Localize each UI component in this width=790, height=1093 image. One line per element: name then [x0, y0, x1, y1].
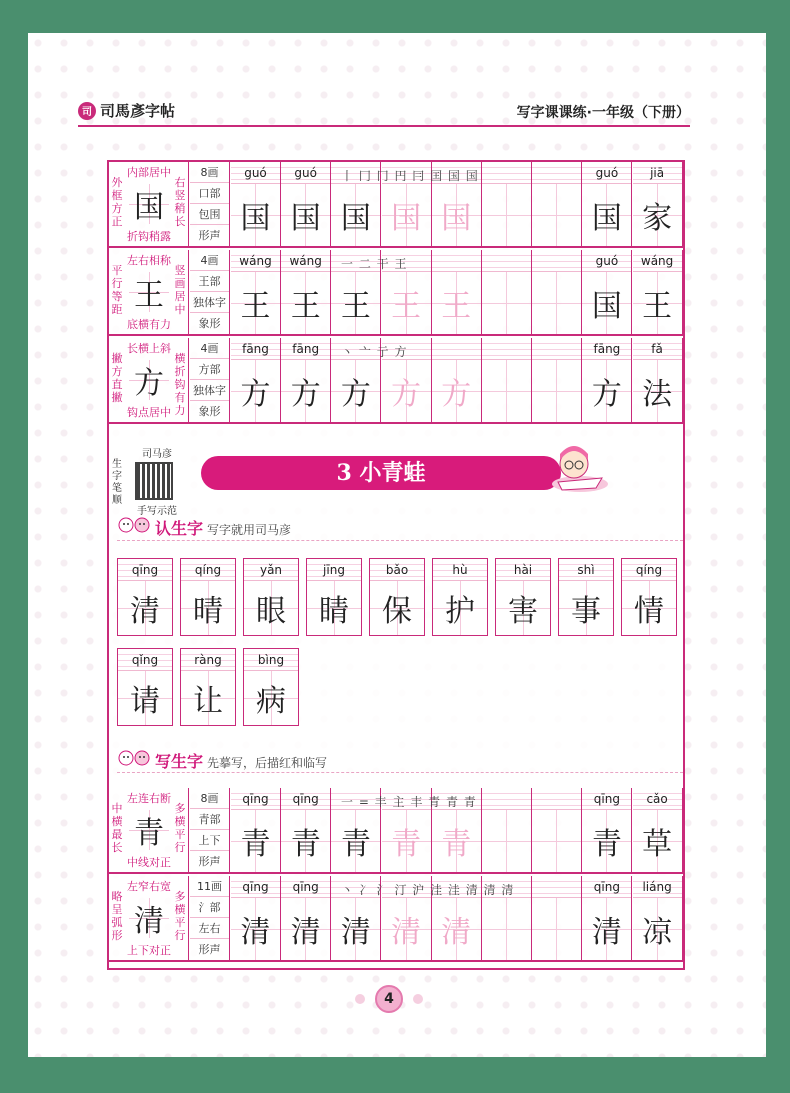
- card-character: 请: [118, 671, 172, 725]
- new-character-card: [117, 648, 173, 726]
- stroke-count: 4画: [190, 338, 229, 359]
- character-square: 清: [231, 898, 280, 960]
- character-type: 象形: [198, 317, 221, 330]
- new-character-card: [180, 648, 236, 726]
- structure: 独体字: [190, 292, 229, 313]
- character-square: 凉: [633, 898, 682, 960]
- page-footer: [355, 985, 423, 1013]
- character-square: 清: [281, 898, 330, 960]
- card-pinyin: jīng: [307, 559, 361, 581]
- writing-cell[interactable]: [582, 338, 632, 422]
- character-square: [482, 360, 531, 422]
- stroke-order: 丨 冂 冂 円 冃 囯 国 国: [341, 169, 479, 183]
- character-square: [532, 360, 581, 422]
- decor-dot: [355, 994, 365, 1004]
- pinyin-guide: fǎ: [633, 338, 682, 360]
- card-character: 晴: [181, 581, 235, 635]
- character-square: 清: [331, 898, 380, 960]
- stroke-count: 11画: [190, 876, 229, 897]
- writing-cell[interactable]: [281, 250, 331, 334]
- writing-cell[interactable]: [532, 250, 582, 334]
- writing-cell[interactable]: [582, 788, 632, 872]
- new-character-card: [495, 558, 551, 636]
- character-square: [532, 272, 581, 334]
- structure: 上下: [190, 830, 229, 851]
- writing-cell[interactable]: [582, 876, 632, 960]
- character-square: 青: [281, 810, 330, 872]
- hint-top: 长横上斜: [127, 342, 171, 355]
- stroke-count: 8画: [190, 788, 229, 809]
- card-pinyin: bìng: [244, 649, 298, 671]
- model-character: 清: [129, 898, 169, 938]
- practice-row: [109, 250, 683, 336]
- pinyin-guide: guó: [281, 162, 330, 184]
- card-pinyin: qīng: [118, 559, 172, 581]
- new-character-card: [621, 558, 677, 636]
- stroke-order: 丶 冫 氵 汀 沪 洼 洼 清 清 清: [341, 883, 515, 897]
- book-title: 写字课课练·一年级（下册）: [516, 105, 690, 121]
- writing-hint: [109, 876, 189, 960]
- character-square: 国: [231, 184, 280, 246]
- writing-cell[interactable]: [633, 338, 683, 422]
- hint-bottom: 上下对正: [127, 944, 171, 957]
- hint-top: 左右相称: [127, 254, 171, 267]
- writing-cell[interactable]: [633, 876, 683, 960]
- character-square: [532, 810, 581, 872]
- pinyin-guide: guó: [582, 250, 631, 272]
- hint-left: 外框方正: [111, 176, 123, 228]
- character-square: [482, 184, 531, 246]
- hint-top: 左连右断: [127, 792, 171, 805]
- character-square: [532, 184, 581, 246]
- character-square: 王: [432, 272, 481, 334]
- hint-bottom: 折钩稍露: [127, 230, 171, 243]
- pinyin-guide: fāng: [582, 338, 631, 360]
- stroke-order: 一 = 丰 主 丰 青 青 青: [341, 795, 477, 809]
- radical: 口部: [190, 183, 229, 204]
- radical: 王部: [190, 271, 229, 292]
- character-square: 方: [281, 360, 330, 422]
- writing-hint: [109, 162, 189, 246]
- pinyin-guide: qīng: [281, 788, 330, 810]
- character-square: 王: [281, 272, 330, 334]
- character-square: 青: [231, 810, 280, 872]
- pinyin-guide: [532, 250, 581, 272]
- pinyin-guide: fāng: [281, 338, 330, 360]
- character-square: 方: [582, 360, 631, 422]
- writing-hint: [109, 338, 189, 422]
- character-square: 国: [432, 184, 481, 246]
- writing-cell[interactable]: [633, 162, 683, 246]
- character-square: 国: [582, 272, 631, 334]
- card-character: 睛: [307, 581, 361, 635]
- character-info: [190, 338, 230, 422]
- pinyin-guide: [532, 162, 581, 184]
- pinyin-guide: qīng: [582, 876, 631, 898]
- card-pinyin: qǐng: [118, 649, 172, 671]
- character-square: 国: [582, 184, 631, 246]
- hint-right: 右竖稍长: [174, 176, 186, 228]
- character-square: 王: [231, 272, 280, 334]
- card-character: 清: [118, 581, 172, 635]
- card-character: 害: [496, 581, 550, 635]
- writing-cell[interactable]: [532, 876, 582, 960]
- character-type: 形声: [198, 943, 221, 956]
- radical: 方部: [190, 359, 229, 380]
- pinyin-guide: [432, 250, 481, 272]
- character-info: [190, 876, 230, 960]
- new-character-card: [117, 558, 173, 636]
- pinyin-guide: fāng: [231, 338, 280, 360]
- pinyin-guide: wáng: [231, 250, 280, 272]
- qr-caption: 手写示范: [137, 506, 177, 517]
- character-square: 草: [633, 810, 682, 872]
- writing-cell[interactable]: [482, 338, 532, 422]
- writing-cell[interactable]: [532, 338, 582, 422]
- card-pinyin: shì: [559, 559, 613, 581]
- brand: [78, 100, 175, 121]
- writing-cell[interactable]: [231, 162, 281, 246]
- character-type: 形声: [198, 855, 221, 868]
- card-pinyin: hù: [433, 559, 487, 581]
- decor-dot: [413, 994, 423, 1004]
- character-square: 国: [281, 184, 330, 246]
- pinyin-guide: [482, 162, 531, 184]
- character-square: 清: [432, 898, 481, 960]
- pinyin-guide: jiā: [633, 162, 682, 184]
- stroke-count: 8画: [190, 162, 229, 183]
- hint-left: 略呈弧形: [111, 890, 123, 942]
- model-character: 青: [129, 810, 169, 850]
- pinyin-guide: guó: [582, 162, 631, 184]
- character-square: 王: [382, 272, 431, 334]
- hint-bottom: 底横有力: [127, 318, 171, 331]
- hint-right: 横折钩有力: [174, 352, 186, 417]
- new-character-card: [243, 648, 299, 726]
- writing-cell[interactable]: [582, 250, 632, 334]
- model-character: 方: [129, 360, 169, 400]
- recognize-note: 写字就用司马彦: [207, 523, 292, 537]
- pinyin-guide: [532, 788, 581, 810]
- radical: 青部: [190, 809, 229, 830]
- character-square: 家: [633, 184, 682, 246]
- new-character-card: [369, 558, 425, 636]
- card-character: 事: [559, 581, 613, 635]
- pinyin-guide: [532, 876, 581, 898]
- pinyin-guide: wáng: [281, 250, 330, 272]
- hint-right: 多横平行: [174, 802, 186, 854]
- character-info: [190, 162, 230, 246]
- character-square: 方: [331, 360, 380, 422]
- writing-cell[interactable]: [281, 788, 331, 872]
- card-pinyin: yǎn: [244, 559, 298, 581]
- character-square: 法: [633, 360, 682, 422]
- new-character-card: [558, 558, 614, 636]
- card-character: 护: [433, 581, 487, 635]
- hint-left: 中横最长: [111, 802, 123, 854]
- writing-cell[interactable]: [432, 250, 482, 334]
- writing-cell[interactable]: [281, 338, 331, 422]
- character-square: 清: [582, 898, 631, 960]
- stroke-order: 丶 亠 亍 方: [341, 345, 408, 359]
- pinyin-guide: liáng: [633, 876, 682, 898]
- page-header: [78, 100, 690, 130]
- writing-cell[interactable]: [231, 338, 281, 422]
- writing-cell[interactable]: [231, 788, 281, 872]
- lesson-title: 3 小青蛙: [201, 456, 561, 490]
- practice-row: [109, 876, 683, 962]
- qr-area: [109, 445, 189, 517]
- card-pinyin: hài: [496, 559, 550, 581]
- character-type: 形声: [198, 229, 221, 242]
- new-character-card: [432, 558, 488, 636]
- section-divider: [117, 540, 683, 543]
- page-number: 4: [375, 985, 403, 1013]
- new-character-card: [180, 558, 236, 636]
- section-divider: [117, 772, 683, 775]
- pinyin-guide: [482, 788, 531, 810]
- character-square: 王: [331, 272, 380, 334]
- structure: 包围: [190, 204, 229, 225]
- writing-cell[interactable]: [482, 250, 532, 334]
- pinyin-guide: guó: [231, 162, 280, 184]
- hint-bottom: 钩点居中: [127, 406, 171, 419]
- character-square: 青: [582, 810, 631, 872]
- pinyin-guide: [482, 338, 531, 360]
- recognize-title: 认生字: [155, 519, 204, 538]
- recognize-section-title: [117, 514, 291, 539]
- hint-bottom: 中线对正: [127, 856, 171, 869]
- card-character: 眼: [244, 581, 298, 635]
- stroke-count: 4画: [190, 250, 229, 271]
- writing-cell[interactable]: [582, 162, 632, 246]
- character-square: 清: [382, 898, 431, 960]
- kid-reading-icon: [544, 442, 610, 494]
- brand-logo-icon: 司: [78, 102, 96, 120]
- card-pinyin: ràng: [181, 649, 235, 671]
- pinyin-guide: cǎo: [633, 788, 682, 810]
- practice-row: [109, 338, 683, 424]
- radical: 氵部: [190, 897, 229, 918]
- writing-hint: [109, 250, 189, 334]
- cat-dog-icon: [117, 747, 151, 767]
- pinyin-guide: qīng: [231, 876, 280, 898]
- character-square: 方: [231, 360, 280, 422]
- pinyin-guide: [482, 250, 531, 272]
- writing-cell[interactable]: [432, 338, 482, 422]
- character-info: [190, 788, 230, 872]
- writing-cell[interactable]: [633, 250, 683, 334]
- writing-cell[interactable]: [482, 788, 532, 872]
- model-character: 王: [129, 272, 169, 312]
- character-square: 青: [432, 810, 481, 872]
- hint-right: 竖画居中: [174, 264, 186, 316]
- practice-sheet: [107, 160, 685, 970]
- character-square: 青: [331, 810, 380, 872]
- qr-code[interactable]: [135, 462, 173, 500]
- character-square: 方: [382, 360, 431, 422]
- pinyin-guide: [532, 338, 581, 360]
- writing-cell[interactable]: [281, 162, 331, 246]
- card-character: 保: [370, 581, 424, 635]
- character-square: [482, 898, 531, 960]
- hint-left: 平行等距: [111, 264, 123, 316]
- hint-left: 撇方直撇: [111, 352, 123, 404]
- hint-top: 左窄右宽: [127, 880, 171, 893]
- pinyin-guide: qīng: [231, 788, 280, 810]
- card-pinyin: qíng: [622, 559, 676, 581]
- character-square: 方: [432, 360, 481, 422]
- card-character: 让: [181, 671, 235, 725]
- cat-dog-icon: [117, 514, 151, 534]
- writing-cell[interactable]: [482, 162, 532, 246]
- character-square: 国: [331, 184, 380, 246]
- new-character-card: [243, 558, 299, 636]
- brand-name: 司馬彥字帖: [100, 102, 176, 120]
- write-note: 先摹写，后描红和临写: [207, 756, 328, 770]
- structure: 独体字: [190, 380, 229, 401]
- writing-hint: [109, 788, 189, 872]
- write-section-title: [117, 747, 327, 772]
- header-divider: [78, 125, 690, 127]
- card-character: 病: [244, 671, 298, 725]
- character-square: [532, 898, 581, 960]
- card-pinyin: bǎo: [370, 559, 424, 581]
- writing-cell[interactable]: [633, 788, 683, 872]
- character-square: [482, 810, 531, 872]
- pinyin-guide: wáng: [633, 250, 682, 272]
- stroke-order: 一 二 干 王: [341, 257, 408, 271]
- pinyin-guide: qīng: [582, 788, 631, 810]
- character-square: [482, 272, 531, 334]
- character-info: [190, 250, 230, 334]
- character-type: 象形: [198, 405, 221, 418]
- practice-row: [109, 162, 683, 248]
- qr-side-label: 生字笔顺: [112, 459, 122, 506]
- writing-cell[interactable]: [532, 788, 582, 872]
- hint-top: 内部居中: [127, 166, 171, 179]
- new-character-card: [306, 558, 362, 636]
- pinyin-guide: [432, 338, 481, 360]
- writing-cell[interactable]: [532, 162, 582, 246]
- character-square: 王: [633, 272, 682, 334]
- writing-cell[interactable]: [231, 876, 281, 960]
- character-square: 青: [382, 810, 431, 872]
- write-title: 写生字: [155, 752, 204, 771]
- pinyin-guide: qīng: [281, 876, 330, 898]
- character-square: 国: [382, 184, 431, 246]
- card-character: 情: [622, 581, 676, 635]
- qr-title: 司马彦: [142, 449, 172, 460]
- writing-cell[interactable]: [281, 876, 331, 960]
- writing-cell[interactable]: [231, 250, 281, 334]
- practice-row: [109, 788, 683, 874]
- card-pinyin: qíng: [181, 559, 235, 581]
- structure: 左右: [190, 918, 229, 939]
- model-character: 国: [129, 184, 169, 224]
- hint-right: 多横平行: [174, 890, 186, 942]
